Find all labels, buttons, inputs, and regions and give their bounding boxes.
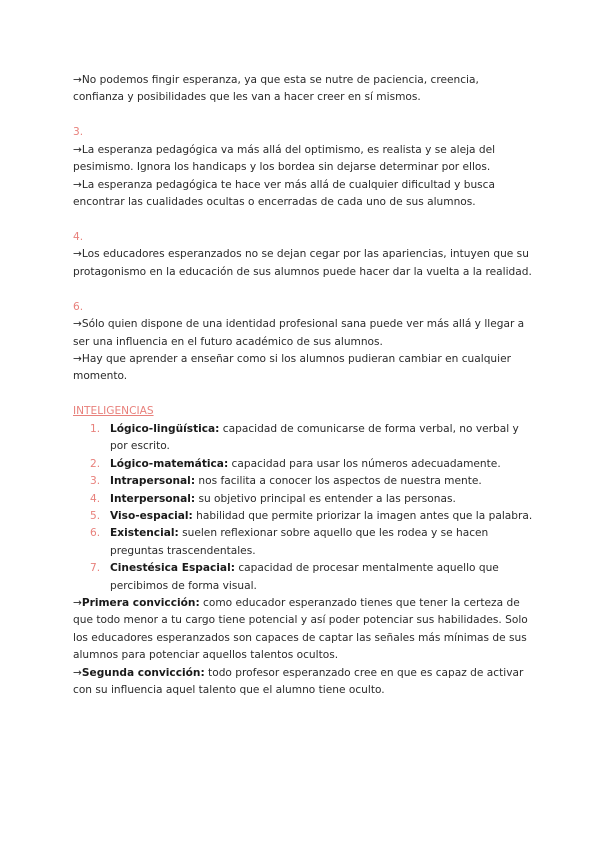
item-term: Cinestésica Espacial:	[110, 562, 235, 575]
document-page	[73, 72, 533, 699]
arrow-glyph: →	[73, 596, 82, 609]
list-marker: 4.	[90, 492, 101, 505]
list-item	[73, 560, 533, 595]
list-marker: 6.	[90, 527, 101, 540]
item-description: capacidad para usar los números adecuadamente.	[228, 457, 501, 470]
conviccion-term: Primera convicción:	[81, 596, 200, 609]
section-6-paragraph-1: →Sólo quien dispone de una identidad profesional sana puede ver más allá y llegar a ser una influencia en el futuro académico de sus alumnos.	[73, 318, 525, 348]
item-description: habilidad que permite priorizar la imagen antes que la palabra.	[192, 509, 533, 522]
primera-conviccion-paragraph	[73, 595, 533, 665]
segunda-conviccion-paragraph	[73, 665, 533, 700]
item-term: Intrapersonal:	[110, 475, 196, 488]
item-term: Lógico-lingüística:	[110, 422, 220, 435]
item-term: Existencial:	[110, 527, 179, 540]
section-3-paragraph-2: →La esperanza pedagógica te hace ver más allá de cualquier dificultad y busca encontrar las cualidades ocultas o encerradas de cada uno de sus alumnos.	[73, 178, 495, 209]
item-term: Viso-espacial:	[110, 509, 193, 522]
item-term: Interpersonal:	[110, 492, 196, 505]
section-4-paragraph-1: →Los educadores esperanzados no se dejan cegar por las apariencias, intuyen que su protagonismo en la educación de sus alumnos puede hacer dar la vuelta a la realidad.	[73, 248, 532, 278]
arrow-glyph: →	[73, 666, 82, 679]
item-description: capacidad de comunicarse de forma verbal, no verbal y por escrito.	[110, 422, 519, 453]
list-marker: 7.	[90, 562, 101, 575]
list-item	[73, 525, 533, 560]
conviccion-term: Segunda convicción:	[81, 666, 205, 679]
inteligencias-list	[73, 421, 533, 595]
list-item	[73, 508, 533, 525]
section-number-3: 3.	[73, 126, 84, 139]
list-item	[73, 421, 533, 456]
item-term: Lógico-matemática:	[110, 457, 229, 470]
list-item	[73, 491, 533, 508]
list-item	[73, 456, 533, 473]
item-description: suelen reflexionar sobre aquello que les rodea y se hacen preguntas trascendentales.	[110, 527, 489, 557]
section-3-paragraph-1: →La esperanza pedagógica va más allá del optimismo, es realista y se aleja del pesimismo. Ignora los handicaps y los bordea sin dejarse determinar por ellos.	[73, 143, 496, 174]
list-marker: 3.	[90, 475, 101, 488]
section-6-paragraph-2: →Hay que aprender a enseñar como si los alumnos pudieran cambiar en cualquier momento.	[73, 353, 511, 383]
list-marker: 2.	[90, 457, 101, 470]
list-marker: 5.	[90, 509, 101, 522]
section-number-6: 6.	[73, 300, 84, 313]
section-number-4: 4.	[73, 231, 84, 244]
item-description: su objetivo principal es entender a las personas.	[195, 492, 456, 505]
item-description: nos facilita a conocer los aspectos de nuestra mente.	[195, 475, 482, 488]
item-description: capacidad de procesar mentalmente aquello que percibimos de forma visual.	[110, 562, 499, 592]
conviccion-description: todo profesor esperanzado cree en que es capaz de activar con su influencia aquel talento que el alumno tiene oculto.	[73, 666, 524, 696]
conviccion-description: como educador esperanzado tienes que tener la certeza de que todo menor a tu cargo tiene potencial y así poder potenciar sus habilidades. Solo los educadores esperanzados son capaces de captar las señales más mínimas de sus alumnos para potenciar aquellos talentos ocultos.	[73, 596, 528, 662]
list-marker: 1.	[90, 422, 101, 435]
intro-paragraph: →No podemos fingir esperanza, ya que esta se nutre de paciencia, creencia, confianza y posibilidades que les van a hacer creer en sí mismos.	[73, 74, 479, 104]
inteligencias-heading: INTELIGENCIAS	[73, 405, 154, 418]
list-item	[73, 473, 533, 490]
